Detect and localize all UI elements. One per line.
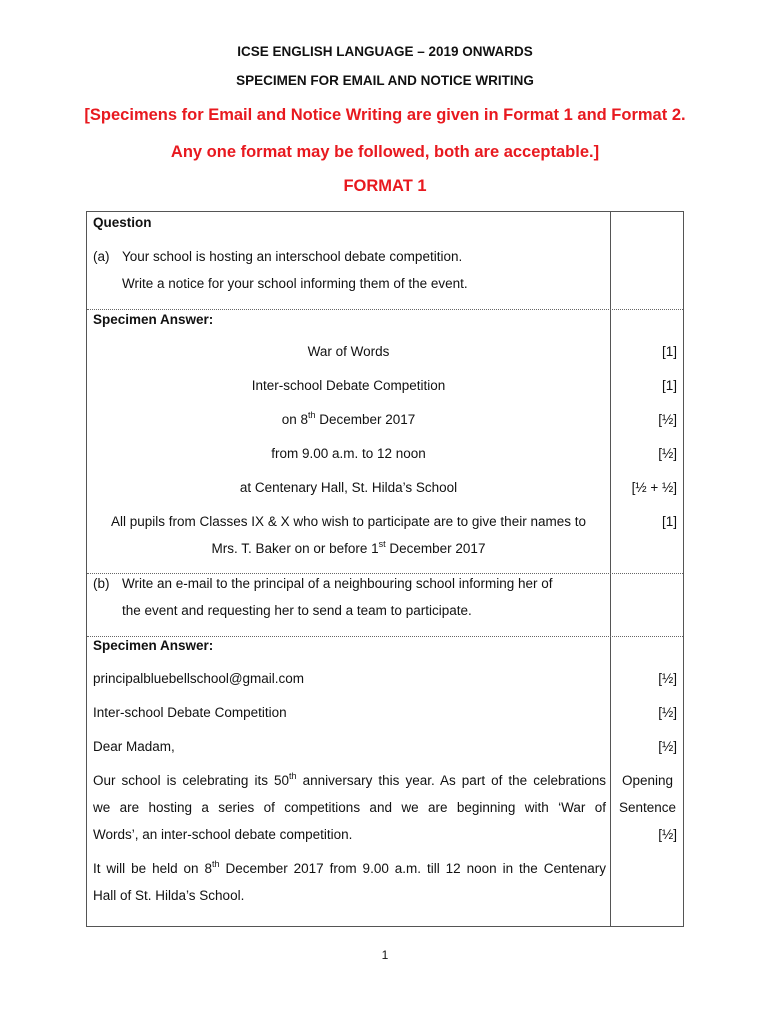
email-para2-line2: Hall of St. Hilda’s School. xyxy=(93,888,245,903)
notice-event: Inter-school Debate Competition xyxy=(251,378,446,393)
column-divider xyxy=(610,212,611,926)
specimen-table xyxy=(86,211,684,927)
notice-date-mark: [½] xyxy=(658,412,677,427)
question-b-label: (b) xyxy=(93,576,110,591)
email-salutation: Dear Madam, xyxy=(93,739,175,754)
notice-venue: at Centenary Hall, St. Hilda’s School xyxy=(239,480,458,495)
row-divider xyxy=(87,636,683,637)
email-address-mark: [½] xyxy=(658,671,677,686)
opening-sentence-mark: [½] xyxy=(658,827,677,842)
question-b-line1: Write an e-mail to the principal of a neighbouring school informing her of xyxy=(122,576,553,591)
question-b-line2: the event and requesting her to send a team to participate. xyxy=(122,603,472,618)
row-divider xyxy=(87,309,683,310)
email-para1-line2: we are hosting a series of competitions and we are beginning with ‘War of xyxy=(93,800,606,815)
email-para1-line3: Words’, an inter-school debate competition. xyxy=(93,827,353,842)
page-number: 1 xyxy=(381,948,389,962)
email-para2-line1: It will be held on 8th December 2017 from 9.00 a.m. till 12 noon in the Centenary xyxy=(93,858,606,876)
answer-b-heading: Specimen Answer: xyxy=(93,638,214,653)
notice-event-mark: [1] xyxy=(661,378,677,393)
notice-pupils-line1: All pupils from Classes IX & X who wish to participate are to give their names to xyxy=(111,514,586,529)
row-divider xyxy=(87,573,683,574)
document-subtitle: SPECIMEN FOR EMAIL AND NOTICE WRITING xyxy=(236,73,534,88)
email-address: principalbluebellschool@gmail.com xyxy=(93,671,305,686)
notice-time-mark: [½] xyxy=(658,446,677,461)
email-salutation-mark: [½] xyxy=(658,739,677,754)
notice-time: from 9.00 a.m. to 12 noon xyxy=(271,446,426,461)
opening-label-line1: Opening xyxy=(621,773,674,788)
notice-pupils-mark: [1] xyxy=(661,514,677,529)
notice-title-mark: [1] xyxy=(661,344,677,359)
document-title: ICSE ENGLISH LANGUAGE – 2019 ONWARDS xyxy=(237,44,533,59)
opening-label-line2: Sentence xyxy=(618,800,677,815)
notice-pupils-line2: Mrs. T. Baker on or before 1st December 2017 xyxy=(211,538,486,556)
email-subject-mark: [½] xyxy=(658,705,677,720)
format-heading: FORMAT 1 xyxy=(343,177,427,195)
email-para1-line1: Our school is celebrating its 50th anniversary this year. As part of the celebrations xyxy=(93,770,606,788)
question-a-label: (a) xyxy=(93,249,110,264)
format-note-line1: [Specimens for Email and Notice Writing are given in Format 1 and Format 2. xyxy=(84,106,686,124)
question-a-line1: Your school is hosting an interschool debate competition. xyxy=(122,249,463,264)
answer-a-heading: Specimen Answer: xyxy=(93,312,214,327)
question-heading: Question xyxy=(93,215,152,230)
notice-venue-mark: [½ + ½] xyxy=(631,480,677,495)
notice-title: War of Words xyxy=(307,344,390,359)
notice-date: on 8th December 2017 xyxy=(281,409,416,427)
format-note-line2: Any one format may be followed, both are acceptable.] xyxy=(170,143,600,161)
question-a-line2: Write a notice for your school informing them of the event. xyxy=(122,276,468,291)
email-subject: Inter-school Debate Competition xyxy=(93,705,287,720)
